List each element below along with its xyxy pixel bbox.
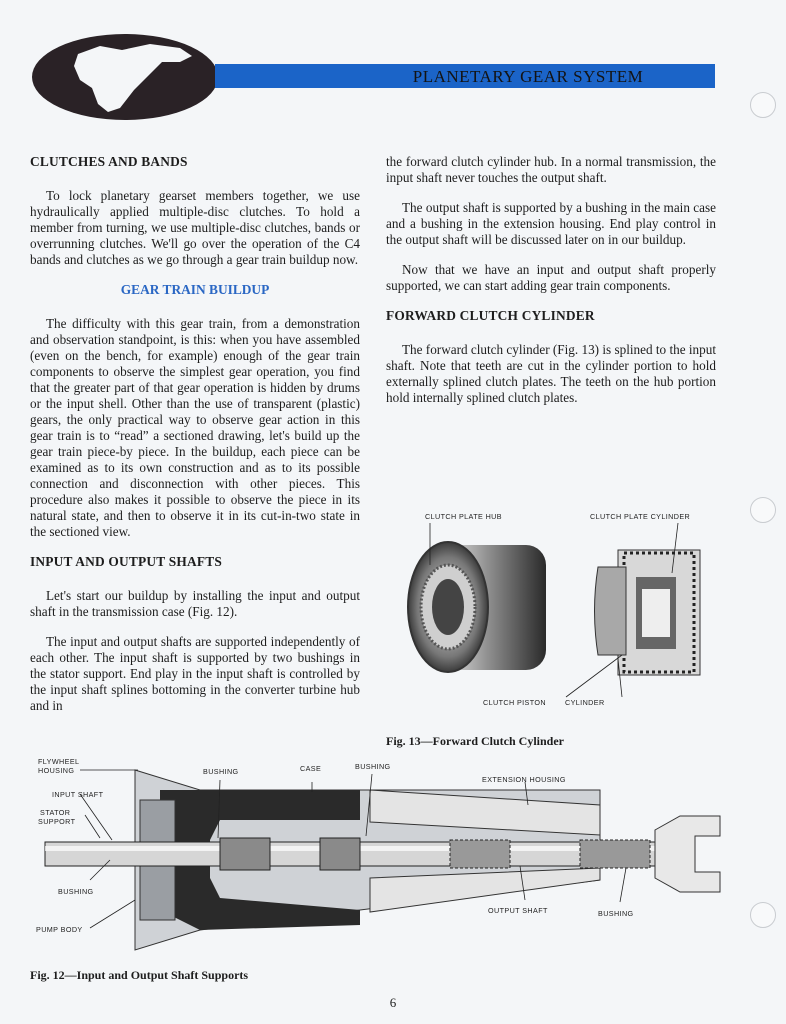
left-column [30,154,360,728]
label-flywheel-housing: HOUSING [38,766,75,775]
figure-12-caption: Fig. 12—Input and Output Shaft Supports [30,968,249,982]
label-bushing-right: BUSHING [598,909,634,918]
paragraph-forward-clutch-hub: the forward clutch cylinder hub. In a normal transmission, the input shaft never touches the output shaft. [386,154,716,185]
label-output-shaft: OUTPUT SHAFT [488,906,548,915]
paragraph-adding-components: Now that we have an input and output shaft properly supported, we can start adding gear train components. [386,262,716,293]
label-extension-housing: EXTENSION HOUSING [482,775,566,784]
punch-hole-middle [750,497,776,523]
punch-hole-bottom [750,902,776,928]
shaft-assembly [45,838,655,870]
heading-gear-train-buildup: GEAR TRAIN BUILDUP [120,282,270,297]
output-yoke-drawing [655,816,720,892]
figure-12-illustration [40,760,730,960]
label-bushing-top-left: BUSHING [203,767,239,776]
paragraph-start-buildup: Let's start our buildup by installing the input and output shaft in the transmission case (Fig. 12). [30,588,360,619]
label-flywheel: FLYWHEEL [38,757,80,766]
transmission-emblem [30,32,220,122]
page-header-banner [215,64,715,88]
paragraph-forward-clutch-cylinder: The forward clutch cylinder (Fig. 13) is splined to the input shaft. Note that teeth are cut in the cylinder portion to hold externally splined clutch plates. The teeth on the hub portion hold internally splined clutch plates. [386,342,716,405]
clutch-plate-cylinder-drawing [595,550,701,675]
label-input-shaft: INPUT SHAFT [52,790,104,799]
clutch-plate-hub-drawing [408,542,546,672]
label-stator: STATOR [40,808,71,817]
punch-hole-top [750,92,776,118]
label-bushing-lower-left: BUSHING [58,887,94,896]
right-column [386,154,716,420]
label-clutch-plate-hub: CLUTCH PLATE HUB [425,512,502,521]
label-bushing-top-middle: BUSHING [355,762,391,771]
paragraph-clutches-bands: To lock planetary gearset members together, we use hydraulically applied multiple-disc clutches. To hold a member from turning, we use multiple-disc clutches, bands or overrunning clutches. We'll go over the operation of the C4 bands and clutches as we go through a gear train buildup now. [30,188,360,267]
page-number: 6 [389,995,397,1010]
label-clutch-plate-cylinder: CLUTCH PLATE CYLINDER [590,512,691,521]
paragraph-output-shaft-support: The output shaft is supported by a bushing in the main case and a bushing in the extension housing. End play control in the output shaft will be discussed later on in our buildup. [386,200,716,247]
label-pump-body: PUMP BODY [36,925,83,934]
heading-clutches-and-bands: CLUTCHES AND BANDS [30,154,188,169]
label-case: CASE [300,764,322,773]
label-clutch-piston: CLUTCH PISTON [483,698,546,707]
figure-13-caption: Fig. 13—Forward Clutch Cylinder [386,734,564,748]
label-stator-support: SUPPORT [38,817,76,826]
heading-forward-clutch-cylinder: FORWARD CLUTCH CYLINDER [386,308,595,323]
figure-13-illustration [386,505,726,730]
page-title: PLANETARY GEAR SYSTEM [412,67,644,86]
label-cylinder: CYLINDER [565,698,605,707]
heading-input-output-shafts: INPUT AND OUTPUT SHAFTS [30,554,222,569]
paragraph-shafts-supported: The input and output shafts are supported independently of each other. The input shaft is supported by two bushings in the stator support. End play in the input shaft is controlled by the input shaft splines bottoming in the converter turbine hub and in [30,634,360,713]
paragraph-gear-train-difficulty: The difficulty with this gear train, from a demonstration and observation standpoint, is this: when you have assembled (even on the bench, for example) enough of the gear train components to observe the simplest gear operation, you find that the greater part of that gear operation is hidden by drums or the input shell. Other than the use of transparent (plastic) gears, the only practical way to observe gear action in this gear train is to “read” a sectioned drawing, let's build up the gear train piece-by piece. In the buildup, each piece can be examined as to its own construction and as to its possible connection and disconnection with other pieces. This procedure also makes it possible to observe the piece in its natural state, and then to observe it in its cut-in-two state in the sectioned view. [30,316,360,539]
